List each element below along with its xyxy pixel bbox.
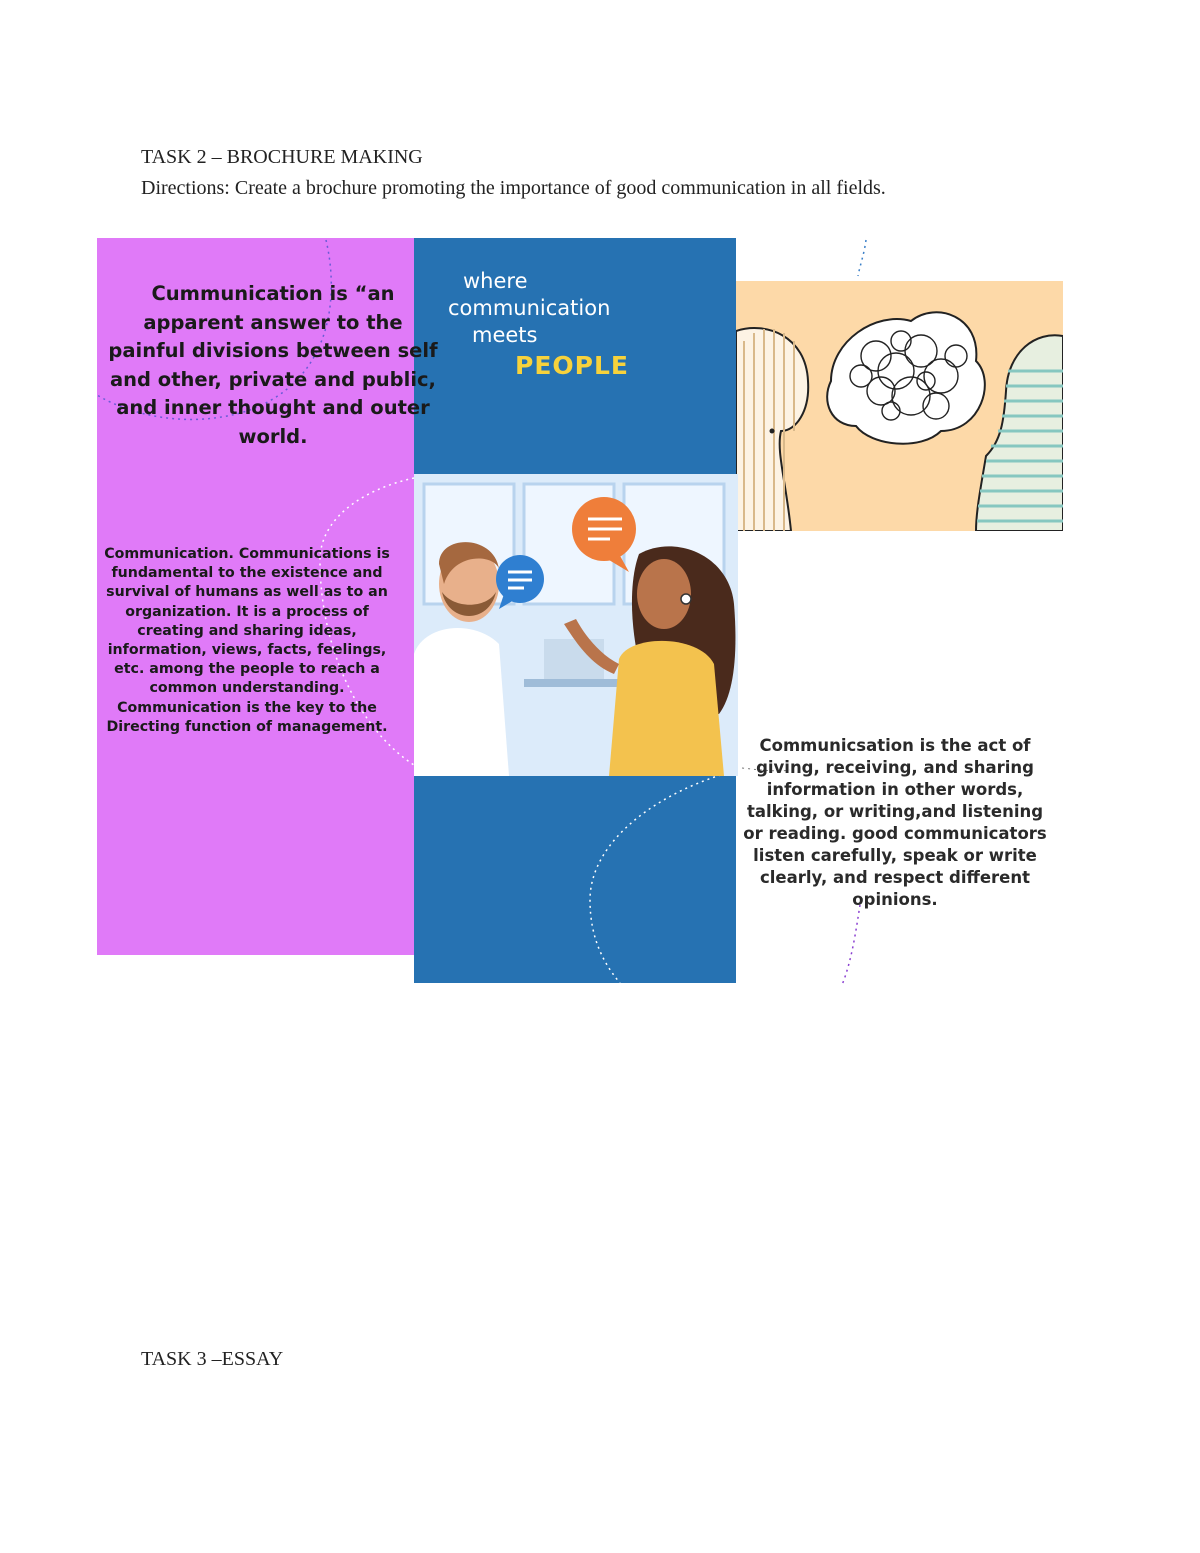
directions-text: Directions: Create a brochure promoting the importance of good communication in all fields.: [141, 177, 886, 199]
tagline: [448, 268, 629, 383]
task-3-title: TASK 3 –ESSAY: [141, 1348, 284, 1370]
tagline-people: PEOPLE: [515, 351, 629, 380]
task-2-title: TASK 2 – BROCHURE MAKING: [141, 146, 423, 168]
tagline-line-1: where: [463, 269, 528, 293]
definition-text: Communication. Communications is fundamental to the existence and survival of humans as well as to an organization. It is a process of creating and sharing ideas, information, views, facts, feelings, etc. among the people to reach a common understanding. Communication is the key to the Directing function of management.: [104, 546, 390, 735]
tagline-line-3: meets: [472, 323, 538, 347]
tagline-line-2: communication: [448, 296, 611, 320]
quote-text: Cummunication is “an apparent answer to the painful divisions between self and other, private and public, and inner thought and outer world.: [108, 282, 438, 448]
people-talking-illustration: [414, 474, 738, 776]
communication-act-text: Communicsation is the act of giving, receiving, and sharing information in other words, talking, or writing,and listening or reading. good communicators listen carefully, speak or write clearly, and respect different opinions.: [743, 736, 1047, 909]
thought-heads-illustration: [736, 281, 1063, 531]
